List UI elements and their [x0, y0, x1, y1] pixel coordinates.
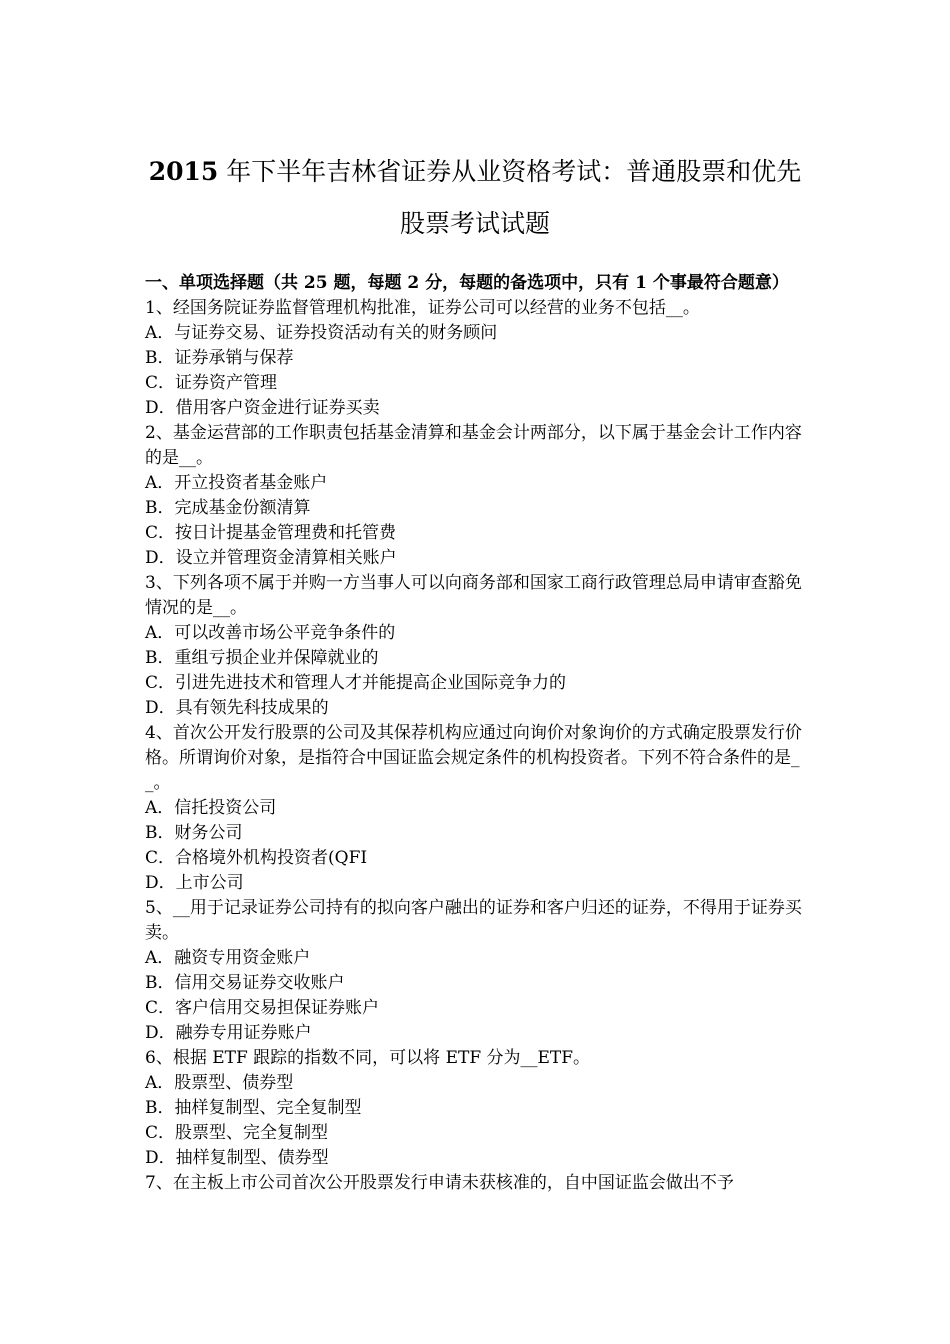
- question-3: [145, 571, 807, 721]
- option-c: C．按日计提基金管理费和托管费: [145, 523, 397, 543]
- option-a: A．股票型、债券型: [145, 1073, 294, 1093]
- option-c: C．客户信用交易担保证券账户: [145, 998, 380, 1018]
- question-stem: 3、下列各项不属于并购一方当事人可以向商务部和国家工商行政管理总局申请审查豁免情况的是__。: [145, 573, 802, 618]
- section-heading: 一、单项选择题（共 25 题，每题 2 分，每题的备选项中，只有 1 个事最符合题意）: [145, 273, 789, 293]
- option-b: B．完成基金份额清算: [145, 498, 311, 518]
- question-stem: 6、根据 ETF 跟踪的指数不同，可以将 ETF 分为__ETF。: [145, 1048, 591, 1068]
- option-b: B．财务公司: [145, 823, 243, 843]
- option-c: C．合格境外机构投资者(QFI: [145, 848, 368, 868]
- option-b: B．抽样复制型、完全复制型: [145, 1098, 362, 1118]
- question-2: [145, 421, 807, 571]
- question-stem: 4、首次公开发行股票的公司及其保荐机构应通过向询价对象询价的方式确定股票发行价格。所谓询价对象，是指符合中国证监会规定条件的机构投资者。下列不符合条件的是__。: [145, 723, 802, 793]
- option-d: D．具有领先科技成果的: [145, 698, 329, 718]
- option-c: C．股票型、完全复制型: [145, 1123, 329, 1143]
- option-d: D．抽样复制型、债券型: [145, 1148, 329, 1168]
- option-d: D．融券专用证券账户: [145, 1023, 312, 1043]
- title-line-2: 股票考试试题: [399, 209, 550, 238]
- option-a: A．与证券交易、证券投资活动有关的财务顾问: [145, 323, 498, 343]
- question-5: [145, 896, 807, 1046]
- option-a: A．开立投资者基金账户: [145, 473, 328, 493]
- option-c: C．证券资产管理: [145, 373, 278, 393]
- title-year: 2015: [148, 157, 219, 186]
- question-stem: 7、在主板上市公司首次公开股票发行申请未获核准的，自中国证监会做出不予: [145, 1173, 734, 1193]
- option-d: D．借用客户资金进行证券买卖: [145, 398, 380, 418]
- question-stem: 2、基金运营部的工作职责包括基金清算和基金会计两部分，以下属于基金会计工作内容的是__。: [145, 423, 802, 468]
- question-7: [145, 1171, 807, 1196]
- option-c: C．引进先进技术和管理人才并能提高企业国际竞争力的: [145, 673, 567, 693]
- document-body: [145, 271, 807, 1196]
- question-stem: 5、__用于记录证券公司持有的拟向客户融出的证券和客户归还的证券，不得用于证券买卖。: [145, 898, 802, 943]
- option-a: A．融资专用资金账户: [145, 948, 311, 968]
- option-d: D．设立并管理资金清算相关账户: [145, 548, 397, 568]
- option-a: A．信托投资公司: [145, 798, 277, 818]
- document-title: [145, 146, 805, 250]
- option-d: D．上市公司: [145, 873, 244, 893]
- question-6: [145, 1046, 807, 1171]
- option-b: B．信用交易证券交收账户: [145, 973, 345, 993]
- title-line-1: [145, 146, 805, 198]
- question-4: [145, 721, 807, 896]
- question-1: [145, 296, 807, 421]
- question-stem: 1、经国务院证券监督管理机构批准，证券公司可以经营的业务不包括__。: [145, 298, 700, 318]
- title-text: 年下半年吉林省证券从业资格考试：普通股票和优先: [218, 157, 802, 186]
- option-b: B．证券承销与保荐: [145, 348, 294, 368]
- option-b: B．重组亏损企业并保障就业的: [145, 648, 379, 668]
- option-a: A．可以改善市场公平竞争条件的: [145, 623, 396, 643]
